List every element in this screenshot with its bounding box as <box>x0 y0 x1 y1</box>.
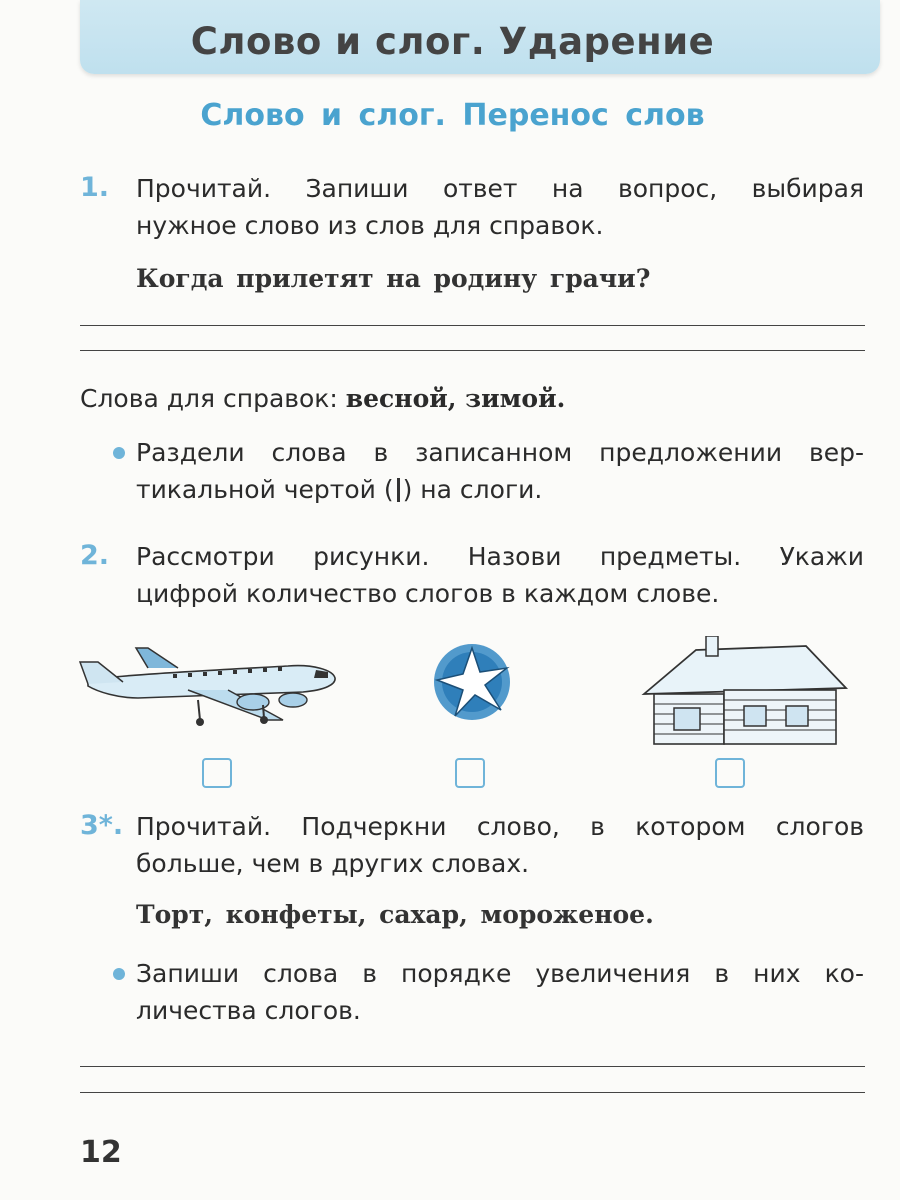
task-2-line-1: Рассмотри рисунки. Назови предметы. Укажи <box>136 542 864 571</box>
task-3-sub-line-2: личества слогов. <box>136 996 361 1025</box>
vertical-bar-icon <box>397 478 400 502</box>
task-1-instruction-line-2: нужное слово из слов для справок. <box>136 211 604 240</box>
page-number: 12 <box>80 1135 122 1170</box>
task-1-sub-line-2-start: тикальной чертой ( <box>136 475 394 504</box>
hints-label: Слова для справок: <box>80 384 338 413</box>
task-3-number: 3*. <box>80 810 124 841</box>
answer-line[interactable] <box>80 350 865 351</box>
task-2-number: 2. <box>80 540 110 571</box>
task-1-sub-line-2 <box>136 471 864 508</box>
task-3-line-2: больше, чем в других словах. <box>136 849 530 878</box>
task-1-sub-line-2-end: ) на слоги. <box>402 475 543 504</box>
bullet-icon <box>113 447 125 459</box>
bullet-icon <box>113 968 125 980</box>
section-title: Слово и слог. Перенос слов <box>200 98 705 133</box>
hints-words: весной, зимой. <box>345 384 566 413</box>
syllable-count-box-airplane[interactable] <box>202 758 232 788</box>
syllable-count-box-house[interactable] <box>715 758 745 788</box>
syllable-count-box-star[interactable] <box>455 758 485 788</box>
task-1-sub-line-1: Раздели слова в записанном предложении вер- <box>136 438 864 467</box>
task-1-instruction-line-1: Прочитай. Запиши ответ на вопрос, выбирая <box>136 174 864 203</box>
answer-line[interactable] <box>80 1066 865 1067</box>
task-1-question: Когда прилетят на родину грачи? <box>136 264 651 293</box>
page-title: Слово и слог. Ударение <box>190 20 715 63</box>
task-1-number: 1. <box>80 172 110 203</box>
star-icon <box>425 640 520 725</box>
task-2-line-2: цифрой количество слогов в каждом слове. <box>136 579 720 608</box>
house-icon <box>636 636 851 748</box>
task-3-sub-line-1: Запиши слова в порядке увеличения в них ко- <box>136 959 864 988</box>
answer-line[interactable] <box>80 1092 865 1093</box>
answer-line[interactable] <box>80 325 865 326</box>
airplane-icon <box>78 640 340 730</box>
hints-text <box>80 380 565 417</box>
task-3-line-1: Прочитай. Подчеркни слово, в котором слогов <box>136 812 864 841</box>
task-3-words: Торт, конфеты, сахар, мороженое. <box>136 900 654 929</box>
